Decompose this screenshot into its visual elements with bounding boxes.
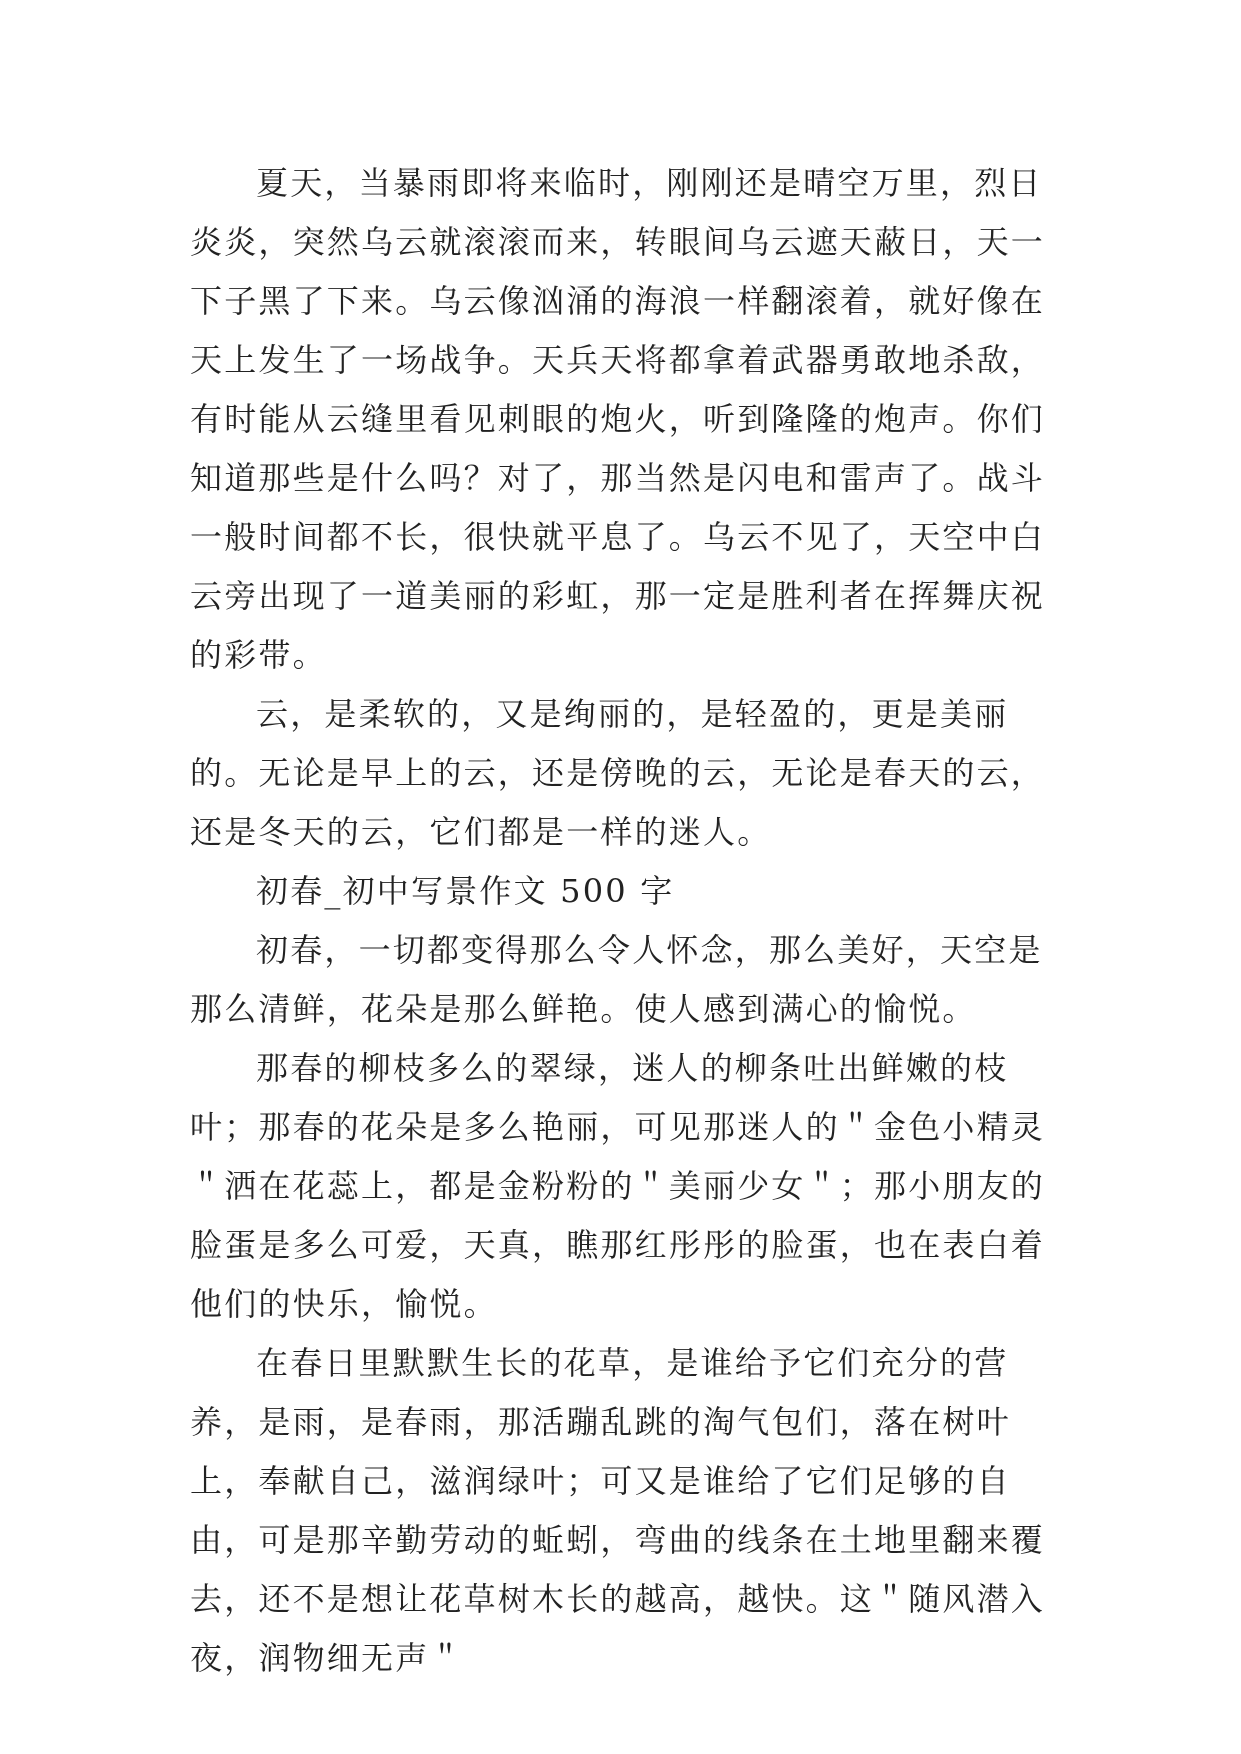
article-title: 初春_初中写景作文 500 字	[256, 872, 675, 910]
paragraph-summer-storm: 夏天，当暴雨即将来临时，刚刚还是晴空万里，烈日炎炎，突然乌云就滚滚而来，转眼间乌云遮天蔽日，天一下子黑了下来。乌云像汹涌的海浪一样翻滚着，就好像在天上发生了一场战争。天兵天将都拿着武器勇敢地杀敌，有时能从云缝里看见刺眼的炮火，听到隆隆的炮声。你们知道那些是什么吗？对了，那当然是闪电和雷声了。战斗一般时间都不长，很快就平息了。乌云不见了，天空中白云旁出现了一道美丽的彩虹，那一定是胜利者在挥舞庆祝的彩带。	[190, 164, 1046, 674]
paragraph-spring-rain: 在春日里默默生长的花草，是谁给予它们充分的营养，是雨，是春雨，那活蹦乱跳的淘气包们，落在树叶上，奉献自己，滋润绿叶；可又是谁给了它们足够的自由，可是那辛勤劳动的蚯蚓，弯曲的线条在土地里翻来覆去，还不是想让花草树木长的越高，越快。这＂随风潜入夜，润物细无声＂	[190, 1344, 1046, 1677]
paragraph-willow-flowers: 那春的柳枝多么的翠绿，迷人的柳条吐出鲜嫩的枝叶；那春的花朵是多么艳丽，可见那迷人的＂金色小精灵＂洒在花蕊上，都是金粉粉的＂美丽少女＂；那小朋友的脸蛋是多么可爱，天真，瞧那红彤彤的脸蛋，也在表白着他们的快乐，愉悦。	[190, 1049, 1046, 1323]
paragraph-clouds: 云，是柔软的，又是绚丽的，是轻盈的，更是美丽的。无论是早上的云，还是傍晚的云，无论是春天的云，还是冬天的云，它们都是一样的迷人。	[190, 695, 1046, 851]
document-body	[190, 154, 1070, 1688]
paragraph-early-spring: 初春，一切都变得那么令人怀念，那么美好，天空是那么清鲜，花朵是那么鲜艳。使人感到满心的愉悦。	[190, 931, 1043, 1028]
